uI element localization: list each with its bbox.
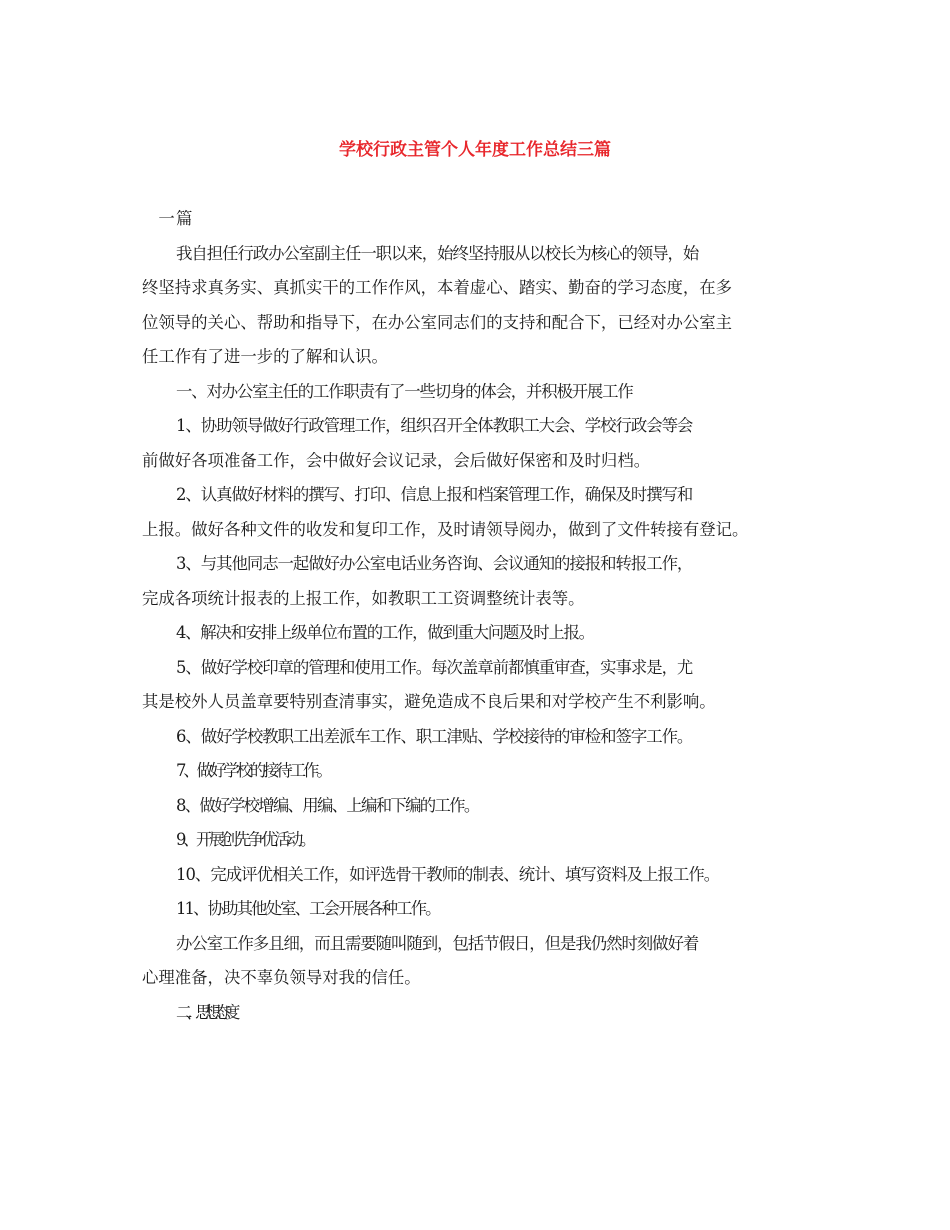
text-line: 前做好各项准备工作，会中做好会议记录，会后做好保密和及时归档。 (142, 450, 651, 470)
text-line: 8、做好学校增编、用编、上编和下编的工作。 (176, 795, 479, 815)
text-line: 3、与其他同志一起做好办公室电话业务咨询、会议通知的接报和转报工作， (176, 554, 693, 573)
text-line: 办公室工作多且细，而且需要随叫随到，包括节假日，但是我仍然时刻做好着 (176, 933, 699, 953)
document-body (142, 202, 826, 1030)
text-line: 11、协助其他处室、工会开展各种工作。 (176, 899, 440, 918)
text-line: 1、协助领导做好行政管理工作，组织召开全体教职工大会、学校行政会等会 (176, 416, 693, 435)
text-line: 终坚持求真务实、真抓实干的工作作风，本着虚心、踏实、勤奋的学习态度，在多 (142, 278, 733, 297)
text-line: 二、思想态度 (176, 1002, 234, 1022)
text-line: 9、开展创先争优活动。 (176, 830, 313, 849)
text-line: 其是校外人员盖章要特别查清事实，避免造成不良后果和对学校产生不利影响。 (142, 692, 716, 711)
text-line: 心理准备，决不辜负领导对我的信任。 (142, 968, 421, 987)
text-line: 上报。做好各种文件的收发和复印工作，及时请领导阅办，做到了文件转接有登记。 (142, 519, 749, 539)
text-line: 7、做好学校的接待工作。 (176, 761, 330, 780)
text-line: 10、完成评优相关工作，如评选骨干教师的制表、统计、填写资料及上报工作。 (176, 864, 720, 884)
text-line: 一、对办公室主任的工作职责有了一些切身的体会，并积极开展工作 (176, 381, 633, 401)
text-line: 2、认真做好材料的撰写、打印、信息上报和档案管理工作，确保及时撰写和 (176, 485, 693, 504)
text-line: 6、做好学校教职工出差派车工作、职工津贴、学校接待的审检和签字工作。 (176, 726, 693, 746)
text-line: 4、解决和安排上级单位布置的工作，做到重大问题及时上报。 (176, 623, 594, 642)
text-line: 任工作有了进一步的了解和认识。 (142, 347, 388, 366)
text-line (142, 202, 826, 237)
text-line: 位领导的关心、帮助和指导下，在办公室同志们的支持和配合下，已经对办公室主 (142, 312, 733, 332)
document-title: 学校行政主管个人年度工作总结三篇 (339, 140, 611, 160)
text-line: 我自担任行政办公室副主任一职以来，始终坚持服从以校长为核心的领导，始 (176, 243, 699, 263)
text-line: 5、做好学校印章的管理和使用工作。每次盖章前都慎重审查，实事求是，尤 (176, 657, 693, 677)
text-line: 完成各项统计报表的上报工作，如教职工工资调整统计表等。 (142, 588, 585, 608)
